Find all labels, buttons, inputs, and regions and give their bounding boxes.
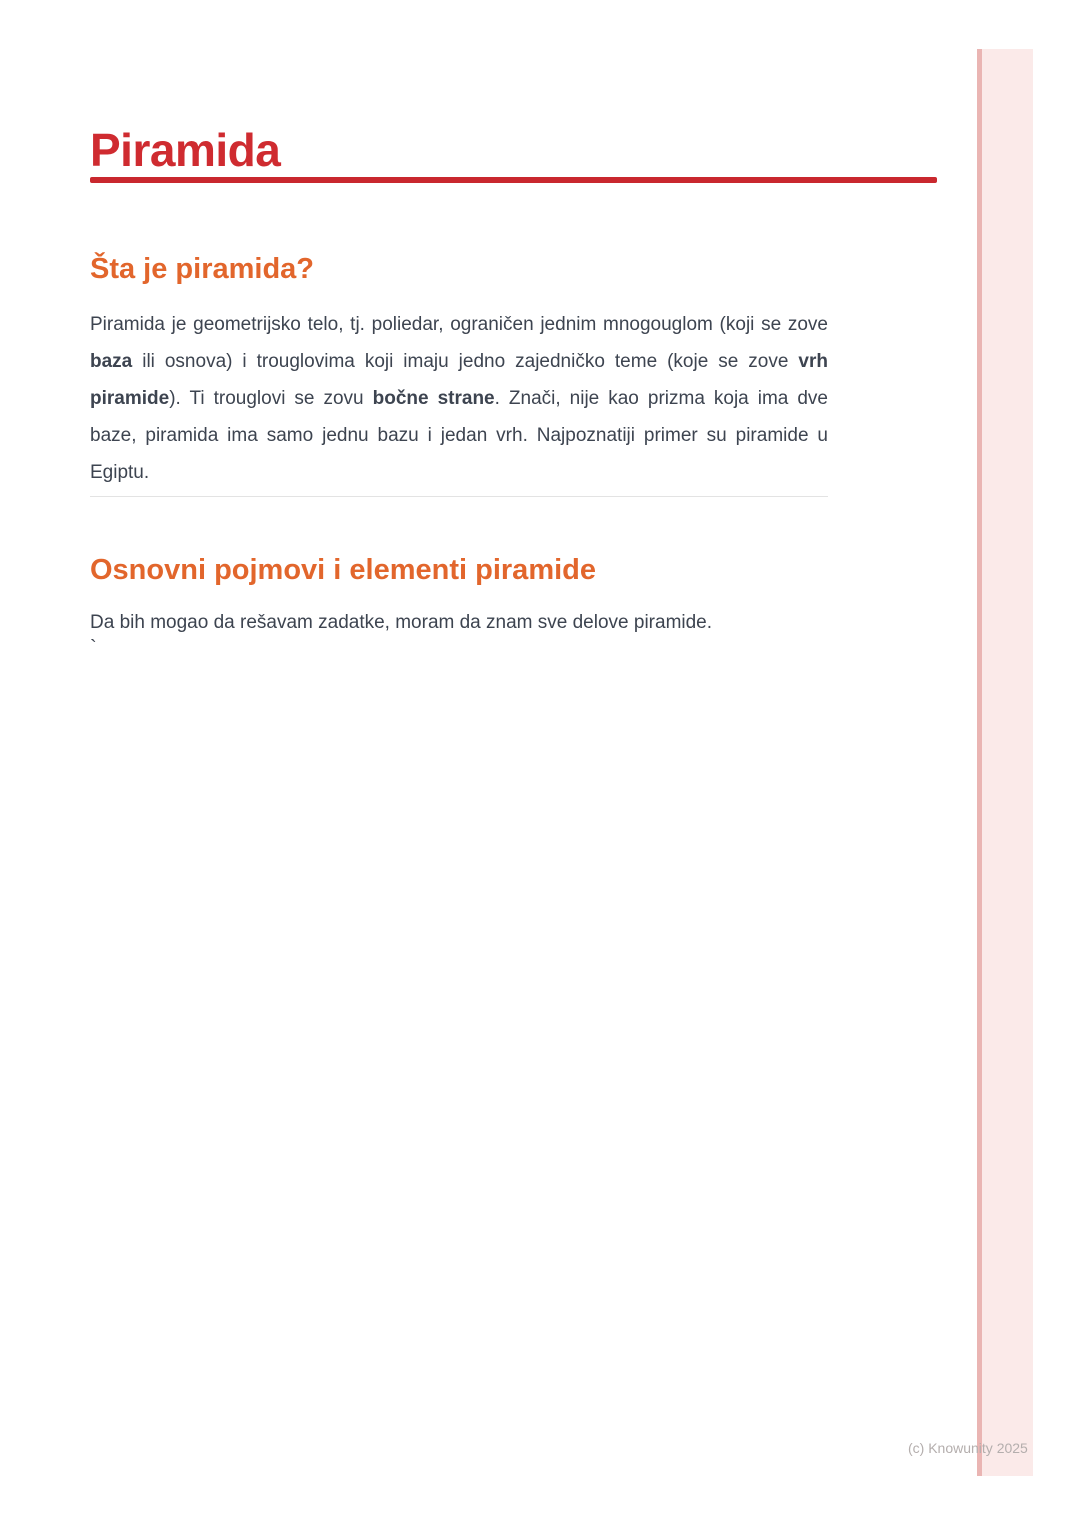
copyright-text: (c) Knowunity 2025 — [908, 1440, 1028, 1456]
section-heading-what-is: Šta je piramida? — [90, 253, 315, 286]
section-heading-elements: Osnovni pojmovi i elementi piramide — [90, 554, 596, 587]
page-edge-stripe — [977, 49, 1033, 1476]
paragraph-what-is: Piramida je geometrijsko telo, tj. poliedar, ograničen jednim mnogouglom (koji se zove baza ili osnova) i trouglovima koji imaju jedno zajedničko teme (koje se zove vrh piramide). Ti trouglovi se zovu bočne strane. Znači, nije kao prizma koja ima dve baze, piramida ima samo jednu bazu i jedan vrh. Najpoznatiji primer su piramide u Egiptu. — [90, 314, 829, 483]
section-divider — [90, 496, 828, 497]
page-title: Piramida — [90, 123, 281, 176]
stray-backtick-mark: ` — [90, 637, 97, 659]
paragraph-elements: Da bih mogao da rešavam zadatke, moram da znam sve delove piramide. — [90, 612, 713, 633]
title-underline-rule — [90, 177, 937, 183]
